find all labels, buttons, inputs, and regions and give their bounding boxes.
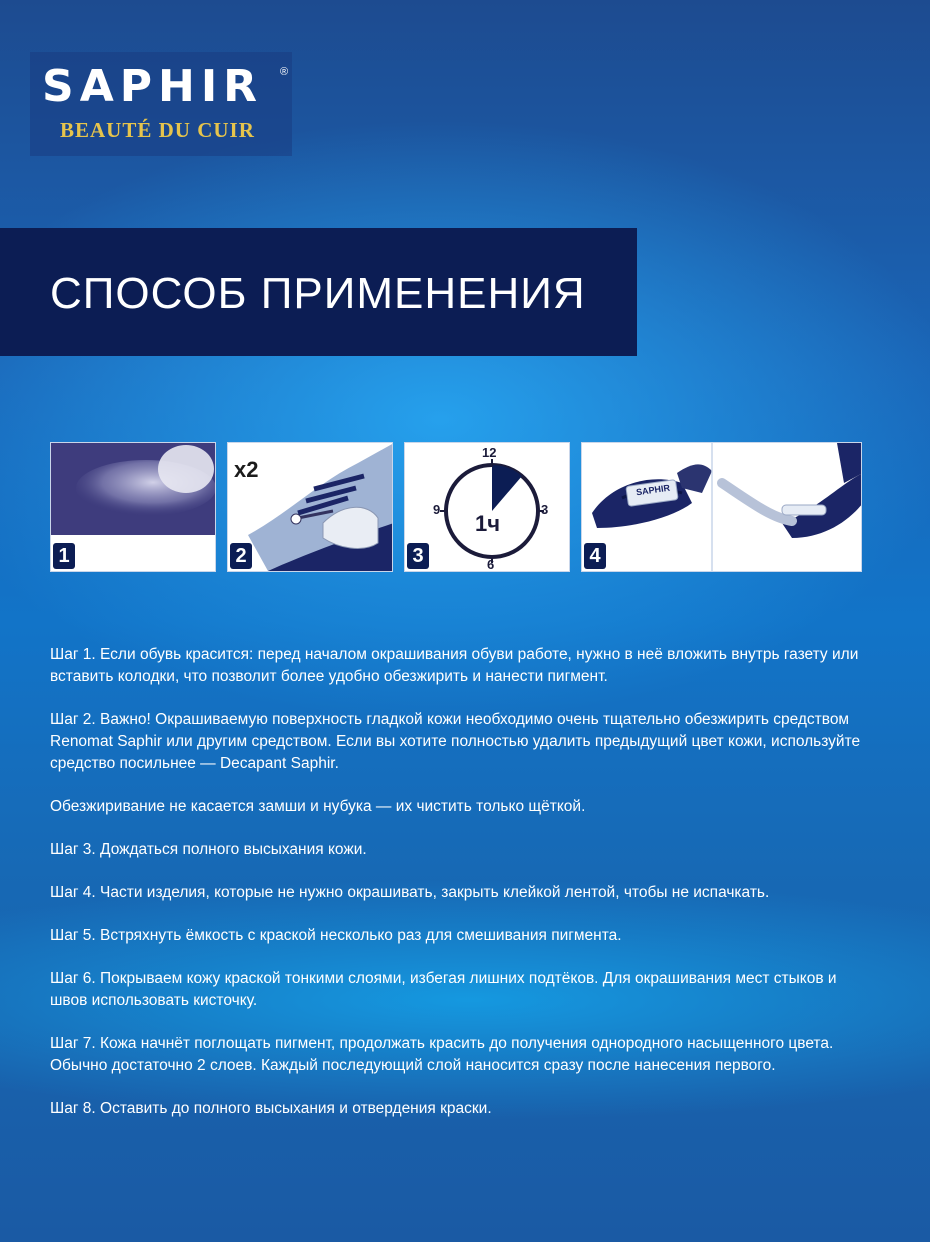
spray-icon [51, 443, 216, 572]
product-label: SAPHIR [635, 482, 671, 498]
page-title: СПОСОБ ПРИМЕНЕНИЯ [50, 269, 586, 318]
clock-duration: 1ч [475, 511, 501, 536]
instructions-text [50, 644, 870, 1141]
multiplier-label: x2 [234, 457, 259, 482]
instruction-degreasing-note: Обезжиривание не касается замши и нубука — их чистить только щёткой. [50, 798, 586, 815]
step-card-3 [404, 442, 570, 572]
step-number-1: 1 [53, 543, 75, 569]
instruction-step-2: Шаг 2. Важно! Окрашиваемую поверхность гладкой кожи необходимо очень тщательно обезжирить средством Renomat Saphir или другим средством. Если вы хотите полностью удалить предыдущий цвет кожи, используйте средство посильнее — Decapant Saphir. [50, 711, 861, 772]
clock-label-3: 3 [541, 502, 549, 517]
step-number-4: 4 [584, 543, 606, 569]
clock-label-12: 12 [482, 445, 497, 460]
step-illustrations [50, 442, 862, 574]
title-band [0, 228, 637, 356]
instruction-step-5: Шаг 5. Встряхнуть ёмкость с краской несколько раз для смешивания пигмента. [50, 927, 622, 944]
clock-label-9: 9 [433, 502, 441, 517]
clock-label-6: 6 [487, 557, 495, 572]
instruction-step-7: Шаг 7. Кожа начнёт поглощать пигмент, продолжать красить до получения однородного насыщенного цвета. Обычно достаточно 2 слоев. Каждый последующий слой наносится сразу после нанесения первого. [50, 1035, 834, 1074]
logo-brand: SAPHIR [42, 61, 264, 112]
step-card-1 [50, 442, 216, 572]
step-card-2 [227, 442, 393, 572]
logo-tagline: BEAUTÉ DU CUIR [60, 118, 255, 142]
step-number-3: 3 [407, 543, 429, 569]
shoe-painting-icon [582, 443, 862, 572]
instruction-step-1: Шаг 1. Если обувь красится: перед началом окрашивания обуви работе, нужно в неё вложить внутрь газету или вставить колодки, что позволит более удобно обезжирить и нанести пигмент. [50, 646, 859, 685]
instruction-step-6: Шаг 6. Покрываем кожу краской тонкими слоями, избегая лишних подтёков. Для окрашивания мест стыков и швов использовать кисточку. [50, 970, 837, 1009]
logo-registered-mark: ® [280, 66, 289, 78]
step-card-4 [581, 442, 862, 572]
saphir-logo [30, 52, 292, 156]
instruction-step-3: Шаг 3. Дождаться полного высыхания кожи. [50, 841, 367, 858]
step-number-2: 2 [230, 543, 252, 569]
instruction-step-8: Шаг 8. Оставить до полного высыхания и отвердения краски. [50, 1100, 492, 1117]
instruction-step-4: Шаг 4. Части изделия, которые не нужно окрашивать, закрыть клейкой лентой, чтобы не испачкать. [50, 884, 770, 901]
